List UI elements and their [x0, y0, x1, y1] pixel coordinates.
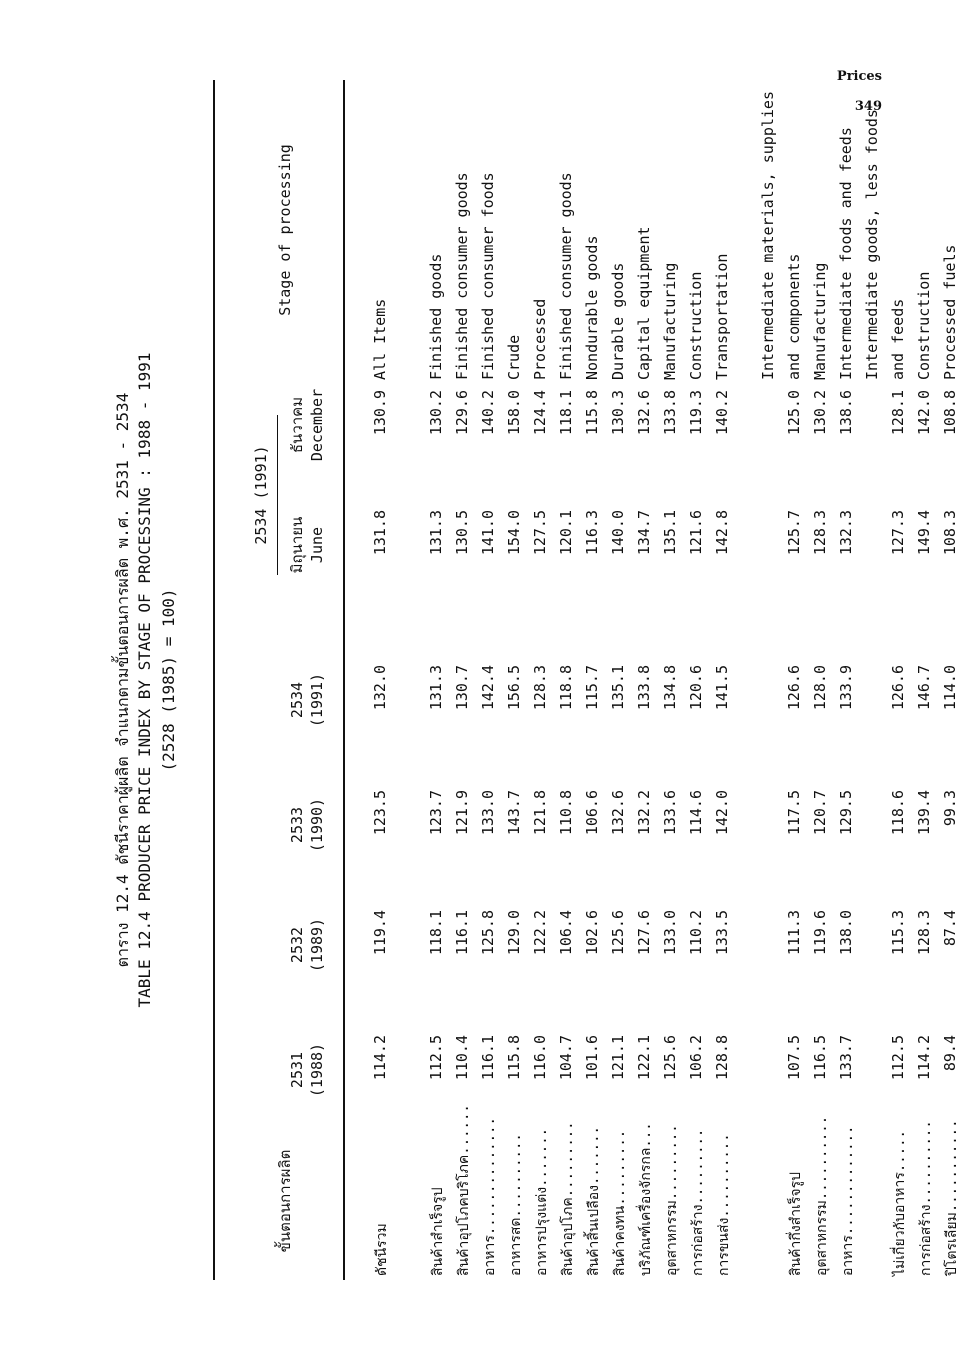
row-label-english: Finished consumer goods [557, 172, 575, 380]
table-row [557, 80, 581, 1280]
cell-value: 130.2 [427, 390, 445, 436]
cell-value: 115.3 [889, 910, 907, 956]
row-label-english: Transportation [713, 253, 731, 380]
cell-value: 130.2 [811, 390, 829, 436]
cell-value: 122.1 [635, 1035, 653, 1081]
cell-value: 116.1 [479, 1035, 497, 1081]
cell-value: 138.0 [837, 910, 855, 956]
cell-value: 119.3 [687, 390, 705, 436]
cell-value: 131.8 [371, 510, 389, 556]
row-label-thai: อาหารปรุงแต่ง....... [534, 1127, 550, 1276]
cell-value: 126.6 [785, 665, 803, 711]
cell-value: 125.6 [609, 910, 627, 956]
table-row [505, 80, 529, 1280]
col-thai-stage: ขั้นตอนการผลิต [276, 1149, 294, 1253]
cell-value: 132.0 [371, 665, 389, 711]
cell-value: 128.3 [811, 510, 829, 556]
table-row [837, 80, 861, 1280]
cell-value: 134.8 [661, 665, 679, 711]
title-base: (2528 (1985) = 100) [159, 588, 178, 772]
cell-value: 129.6 [453, 390, 471, 436]
cell-value: 89.4 [941, 1035, 959, 1072]
cell-value: 126.6 [889, 665, 907, 711]
table-row [531, 80, 555, 1280]
cell-value: 125.0 [785, 390, 803, 436]
cell-value: 143.7 [505, 790, 523, 836]
cell-value: 120.7 [811, 790, 829, 836]
cell-value: 107.5 [785, 1035, 803, 1081]
title-english: TABLE 12.4 PRODUCER PRICE INDEX BY STAGE OF PROCESSING : 1988 - 1991 [135, 352, 154, 1008]
cell-value: 116.3 [583, 510, 601, 556]
cell-value: 158.0 [505, 390, 523, 436]
row-label-thai: การก่อสร้าง......... [690, 1128, 706, 1276]
row-label-english: Finished consumer foods [479, 172, 497, 380]
cell-value: 124.4 [531, 390, 549, 436]
row-label-thai: การก่อสร้าง.......... [918, 1120, 934, 1276]
row-label-english: and components [785, 253, 803, 380]
table-row [453, 80, 477, 1280]
row-label-english: Capital equipment [635, 226, 653, 380]
cell-value: 125.8 [479, 910, 497, 956]
table-row [889, 80, 913, 1280]
cell-value: 142.4 [479, 665, 497, 711]
cell-value: 120.1 [557, 510, 575, 556]
col-2533 [287, 790, 327, 860]
cell-value: 140.0 [609, 510, 627, 556]
cell-value: 99.3 [941, 790, 959, 827]
row-label-english: Construction [915, 271, 933, 380]
cell-value: 142.0 [713, 790, 731, 836]
cell-value: 119.4 [371, 910, 389, 956]
col-2532-th: 2532 [288, 926, 306, 964]
cell-value: 87.4 [941, 910, 959, 947]
table-row [427, 80, 451, 1280]
col-2534-en: (1991) [308, 672, 326, 728]
cell-value: 118.1 [427, 910, 445, 956]
cell-value: 106.4 [557, 910, 575, 956]
cell-value: 133.0 [479, 790, 497, 836]
cell-value: 156.5 [505, 665, 523, 711]
cell-value: 130.3 [609, 390, 627, 436]
row-label-thai: อุตสาหกรรม......... [664, 1124, 680, 1276]
cell-value: 104.7 [557, 1035, 575, 1081]
header-rule [343, 80, 345, 1280]
table-row [687, 80, 711, 1280]
cell-value: 119.6 [811, 910, 829, 956]
cell-value: 106.2 [687, 1035, 705, 1081]
cell-value: 114.2 [915, 1035, 933, 1081]
cell-value: 110.4 [453, 1035, 471, 1081]
col-2532 [287, 910, 327, 980]
cell-value: 146.7 [915, 665, 933, 711]
row-label-english: Intermediate materials, supplies [759, 91, 777, 380]
cell-value: 128.3 [915, 910, 933, 956]
cell-value: 130.5 [453, 510, 471, 556]
cell-value: 133.9 [837, 665, 855, 711]
cell-value: 133.6 [661, 790, 679, 836]
cell-value: 139.4 [915, 790, 933, 836]
cell-value: 121.9 [453, 790, 471, 836]
cell-value: 128.0 [811, 665, 829, 711]
row-label-thai: อาหาร............. [840, 1125, 856, 1276]
row-label-english: Crude [505, 334, 523, 380]
cell-value: 132.6 [635, 390, 653, 436]
table-row [811, 80, 835, 1280]
row-label-english: Finished goods [427, 253, 445, 380]
cell-value: 131.3 [427, 510, 445, 556]
col-2534 [287, 665, 327, 735]
row-label-thai: สินค้าสิ้นเปลือง....... [586, 1126, 602, 1276]
row-label-thai: ดัชนีรวม [374, 1223, 390, 1276]
table-row [635, 80, 659, 1280]
row-label-thai: อาหารสด.......... [508, 1133, 524, 1276]
cell-value: 132.3 [837, 510, 855, 556]
col-2531 [287, 1035, 327, 1105]
table-row [479, 80, 503, 1280]
row-label-english: Durable goods [609, 262, 627, 380]
cell-value: 111.3 [785, 910, 803, 956]
row-label-thai: บริภัณฑ์เครื่องจักรกล... [638, 1122, 654, 1276]
table-row [941, 80, 965, 1280]
cell-value: 129.0 [505, 910, 523, 956]
cell-value: 101.6 [583, 1035, 601, 1081]
cell-value: 112.5 [427, 1035, 445, 1081]
table-row [713, 80, 737, 1280]
cell-value: 114.0 [941, 665, 959, 711]
table-row [863, 80, 887, 1280]
table-row [371, 80, 395, 1280]
cell-value: 133.7 [837, 1035, 855, 1081]
col-2534-th: 2534 [288, 681, 306, 719]
row-label-english: Processed [531, 298, 549, 380]
row-label-thai: อุตสาหกรรม.......... [814, 1115, 830, 1276]
table-row [915, 80, 939, 1280]
row-label-english: Manufacturing [661, 262, 679, 380]
col-2533-en: (1990) [308, 797, 326, 853]
title-thai: ตาราง 12.4 ดัชนีราคาผู้ผลิต จำแนกตามขั้นตอนการผลิต พ.ศ. 2531 - 2534 [113, 392, 132, 968]
cell-value: 115.8 [505, 1035, 523, 1081]
cell-value: 118.6 [889, 790, 907, 836]
row-label-english: and feeds [889, 298, 907, 380]
cell-value: 112.5 [889, 1035, 907, 1081]
row-label-english: Finished consumer goods [453, 172, 471, 380]
row-label-thai: ไม่เกี่ยวกับอาหาร..... [892, 1130, 908, 1276]
cell-value: 135.1 [609, 665, 627, 711]
table-row [759, 80, 783, 1280]
col-2531-en: (1988) [308, 1042, 326, 1098]
col-june-en: June [308, 526, 326, 564]
table-row [785, 80, 809, 1280]
cell-value: 127.6 [635, 910, 653, 956]
cell-value: 121.1 [609, 1035, 627, 1081]
cell-value: 110.2 [687, 910, 705, 956]
cell-value: 122.2 [531, 910, 549, 956]
cell-value: 123.7 [427, 790, 445, 836]
cell-value: 138.6 [837, 390, 855, 436]
row-label-english: Manufacturing [811, 262, 829, 380]
cell-value: 131.3 [427, 665, 445, 711]
cell-value: 125.6 [661, 1035, 679, 1081]
cell-value: 154.0 [505, 510, 523, 556]
row-label-english: Nondurable goods [583, 235, 601, 380]
cell-value: 114.2 [371, 1035, 389, 1081]
col-stage-english: Stage of processing [276, 144, 294, 316]
cell-value: 120.6 [687, 665, 705, 711]
cell-value: 118.1 [557, 390, 575, 436]
cell-value: 142.8 [713, 510, 731, 556]
cell-value: 116.0 [531, 1035, 549, 1081]
cell-value: 106.6 [583, 790, 601, 836]
cell-value: 140.2 [479, 390, 497, 436]
cell-value: 127.5 [531, 510, 549, 556]
cell-value: 128.3 [531, 665, 549, 711]
cell-value: 128.8 [713, 1035, 731, 1081]
cell-value: 134.7 [635, 510, 653, 556]
cell-value: 123.5 [371, 790, 389, 836]
cell-value: 117.5 [785, 790, 803, 836]
rotated-table [75, 80, 960, 1280]
col-group-2534: 2534 (1991) [252, 445, 270, 545]
cell-value: 128.1 [889, 390, 907, 436]
cell-value: 133.5 [713, 910, 731, 956]
cell-value: 110.8 [557, 790, 575, 836]
col-december [287, 385, 327, 465]
row-label-english: Intermediate foods and feeds [837, 127, 855, 380]
row-label-thai: สินค้าอุปโภคบริโภค...... [456, 1104, 472, 1276]
cell-value: 129.5 [837, 790, 855, 836]
col-2531-th: 2531 [288, 1051, 306, 1089]
cell-value: 133.8 [661, 390, 679, 436]
cell-value: 142.0 [915, 390, 933, 436]
cell-value: 121.8 [531, 790, 549, 836]
cell-value: 116.5 [811, 1035, 829, 1081]
cell-value: 114.6 [687, 790, 705, 836]
cell-value: 141.5 [713, 665, 731, 711]
row-label-thai: สินค้าสำเร็จรูป [430, 1187, 446, 1276]
group-rule [277, 415, 278, 575]
cell-value: 125.7 [785, 510, 803, 556]
table-row [661, 80, 685, 1280]
row-label-thai: สินค้าคงทน......... [612, 1129, 628, 1276]
top-rule [213, 80, 215, 1280]
table-row [583, 80, 607, 1280]
cell-value: 118.8 [557, 665, 575, 711]
cell-value: 140.2 [713, 390, 731, 436]
row-label-english: All Items [371, 298, 389, 380]
col-june-th: มิถุนายน [288, 516, 306, 574]
col-2532-en: (1989) [308, 917, 326, 973]
cell-value: 127.3 [889, 510, 907, 556]
cell-value: 121.6 [687, 510, 705, 556]
cell-value: 132.6 [609, 790, 627, 836]
cell-value: 141.0 [479, 510, 497, 556]
cell-value: 108.3 [941, 510, 959, 556]
col-june [287, 510, 327, 580]
col-2533-th: 2533 [288, 806, 306, 844]
cell-value: 133.8 [635, 665, 653, 711]
row-label-english: Intermediate goods, less foods [863, 109, 881, 380]
cell-value: 102.6 [583, 910, 601, 956]
cell-value: 108.8 [941, 390, 959, 436]
row-label-thai: ปิโตรเลียม........... [944, 1119, 960, 1276]
row-label-thai: อาหาร.............. [482, 1117, 498, 1276]
row-label-thai: สินค้าอุปโภค......... [560, 1121, 576, 1276]
cell-value: 116.1 [453, 910, 471, 956]
cell-value: 135.1 [661, 510, 679, 556]
cell-value: 115.8 [583, 390, 601, 436]
page-number: 349 [854, 99, 882, 114]
cell-value: 130.9 [371, 390, 389, 436]
row-label-thai: สินค้ากึ่งสำเร็จรูป [788, 1172, 804, 1276]
cell-value: 130.7 [453, 665, 471, 711]
table-row [609, 80, 633, 1280]
row-label-english: Construction [687, 271, 705, 380]
cell-value: 133.0 [661, 910, 679, 956]
row-label-thai: การขนส่ง.......... [716, 1133, 732, 1276]
row-label-english: Processed fuels [941, 244, 959, 380]
section-label: Prices [836, 69, 882, 84]
cell-value: 115.7 [583, 665, 601, 711]
col-december-en: December [308, 388, 326, 462]
cell-value: 132.2 [635, 790, 653, 836]
cell-value: 149.4 [915, 510, 933, 556]
col-december-th: ธันวาคม [288, 396, 306, 454]
